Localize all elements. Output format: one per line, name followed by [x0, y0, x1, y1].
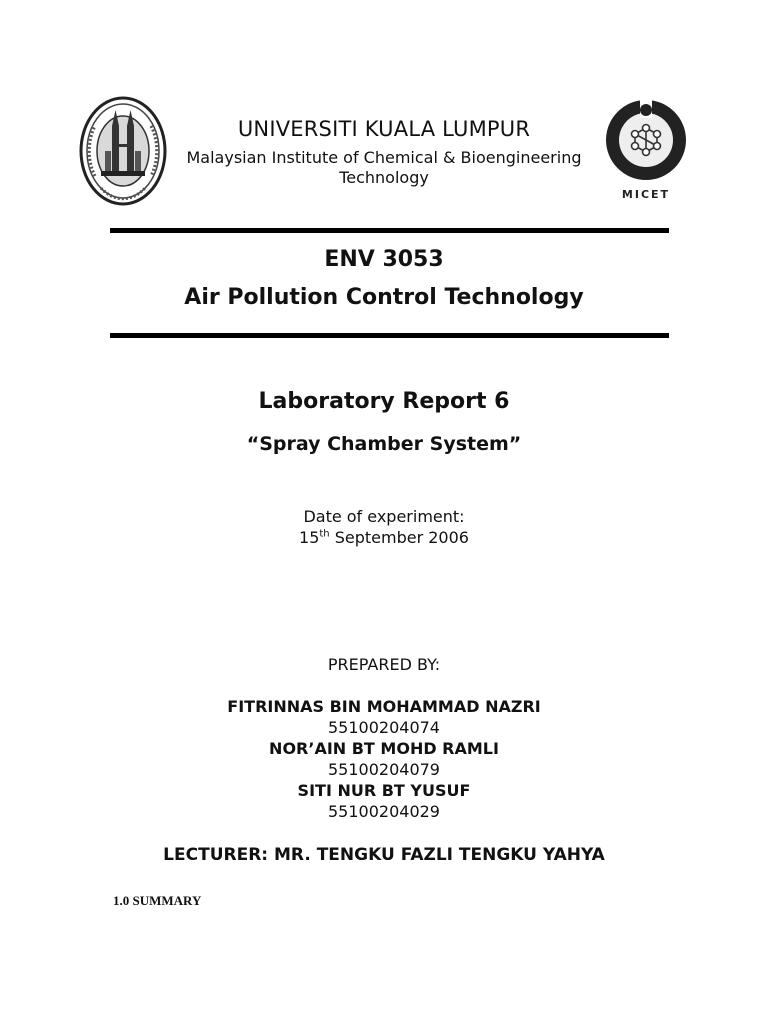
course-code: ENV 3053	[324, 247, 444, 272]
date-month-year: September 2006	[329, 528, 469, 547]
section-heading: 1.0 SUMMARY	[113, 893, 202, 908]
member-id: 55100204079	[328, 760, 440, 779]
date-day-suffix: th	[319, 528, 330, 540]
university-name: UNIVERSITI KUALA LUMPUR	[237, 117, 531, 141]
member-id: 55100204074	[328, 718, 440, 737]
member-id: 55100204029	[328, 802, 440, 821]
top-divider	[110, 228, 669, 233]
bottom-divider	[110, 333, 669, 338]
date-label: Date of experiment:	[303, 507, 465, 526]
micet-logo-text: MICET	[621, 188, 671, 201]
institute-name-line2: Technology	[339, 168, 429, 187]
course-title: Air Pollution Control Technology	[184, 285, 584, 310]
member-name: NOR’AIN BT MOHD RAMLI	[269, 739, 499, 758]
date-day: 15	[299, 528, 320, 547]
prepared-by-label: PREPARED BY:	[327, 655, 441, 674]
member-name: SITI NUR BT YUSUF	[297, 781, 471, 800]
institute-name-line1: Malaysian Institute of Chemical & Bioengineering	[186, 148, 582, 167]
date-value	[0, 528, 768, 547]
member-name: FITRINNAS BIN MOHAMMAD NAZRI	[227, 697, 541, 716]
report-subtitle: “Spray Chamber System”	[246, 433, 522, 455]
report-title: Laboratory Report 6	[258, 389, 510, 414]
lecturer-line: LECTURER: MR. TENGKU FAZLI TENGKU YAHYA	[163, 845, 605, 865]
